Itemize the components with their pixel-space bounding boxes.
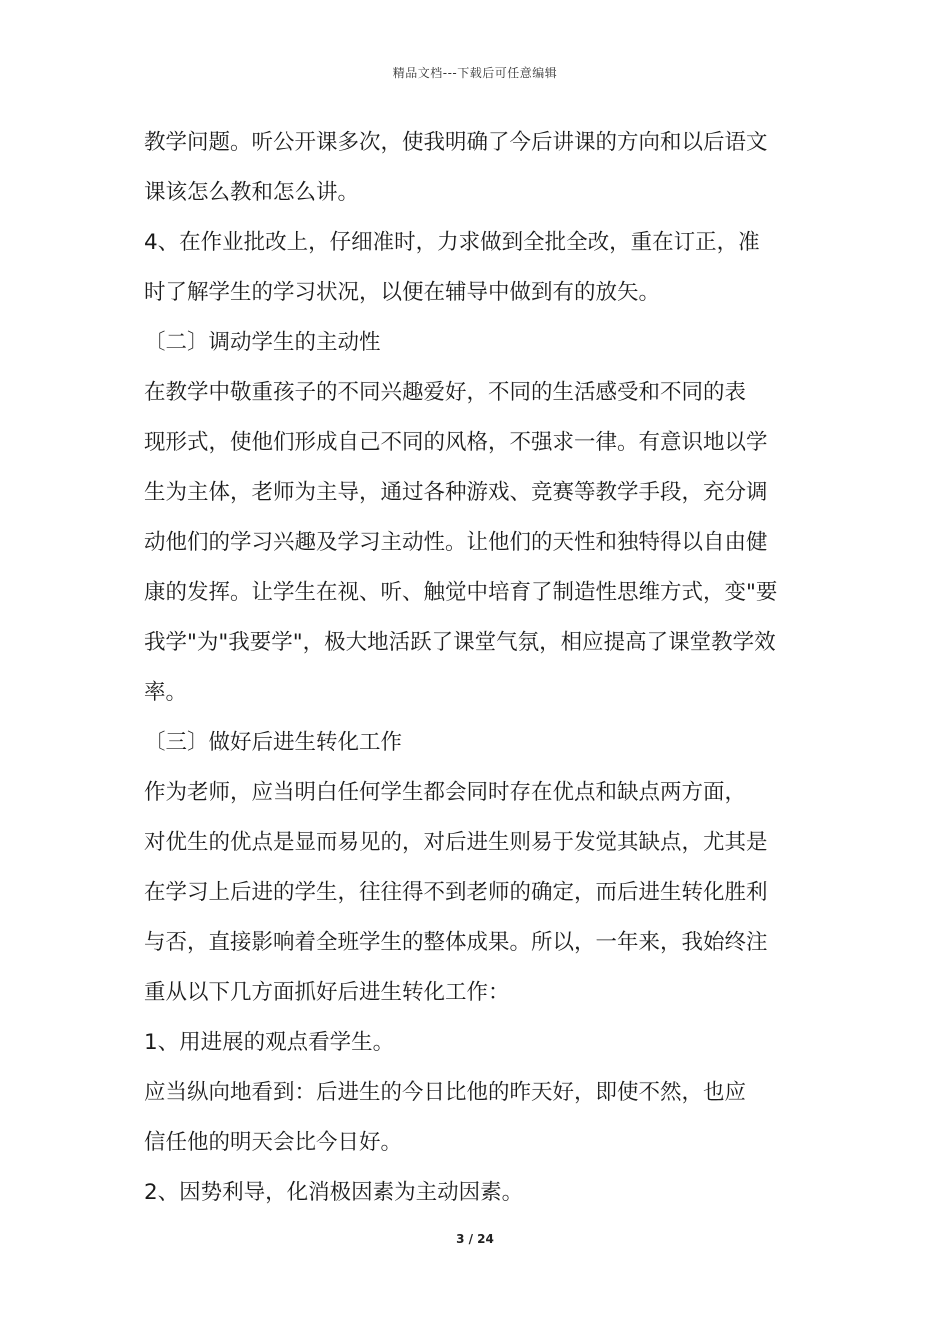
text-line: 在教学中敬重孩子的不同兴趣爱好，不同的生活感受和不同的表 [144,380,747,405]
paragraph-4 [144,778,809,1008]
text-line: 4、在作业批改上，仔细准时，力求做到全批全改，重在订正，准 [144,230,760,255]
page-header: 精品文档---下载后可任意编辑 [392,66,558,80]
section-heading-3 [144,728,809,758]
list-item-1 [144,1028,809,1058]
text-line: 动他们的学习兴趣及学习主动性。让他们的天性和独特得以自由健 [144,530,768,555]
text-line: 与否，直接影响着全班学生的整体成果。所以，一年来，我始终注 [144,930,768,955]
text-line: 在学习上后进的学生，往往得不到老师的确定，而后进生转化胜利 [144,880,768,905]
paragraph-3 [144,378,809,708]
section-heading-2 [144,328,809,358]
text-line: 教学问题。听公开课多次，使我明确了今后讲课的方向和以后语文 [144,130,768,155]
paragraph-5 [144,1078,809,1158]
text-line: 2、因势利导，化消极因素为主动因素。 [144,1180,524,1205]
text-line: 课该怎么教和怎么讲。 [144,180,360,205]
heading-line: 〔三〕做好后进生转化工作 [144,730,403,755]
text-line: 生为主体，老师为主导，通过各种游戏、竞赛等教学手段，充分调 [144,480,768,505]
text-line: 信任他的明天会比今日好。 [144,1130,403,1155]
paragraph-2 [144,228,809,308]
text-line: 现形式，使他们形成自己不同的风格，不强求一律。有意识地以学 [144,430,768,455]
text-line: 康的发挥。让学生在视、听、触觉中培育了制造性思维方式，变"要 [144,580,778,605]
text-line: 我学"为"我要学"，极大地活跃了课堂气氛，相应提高了课堂教学效 [144,630,776,655]
document-body [144,128,809,1208]
text-line: 率。 [144,680,188,705]
text-line: 作为老师，应当明白任何学生都会同时存在优点和缺点两方面， [144,780,747,805]
paragraph-1 [144,128,809,208]
text-line: 应当纵向地看到：后进生的今日比他的昨天好，即使不然，也应 [144,1080,747,1105]
text-line: 重从以下几方面抓好后进生转化工作： [144,980,510,1005]
text-line: 对优生的优点是显而易见的，对后进生则易于发觉其缺点，尤其是 [144,830,768,855]
page-number: 3 / 24 [456,1232,494,1246]
text-line: 1、用进展的观点看学生。 [144,1030,395,1055]
heading-line: 〔二〕调动学生的主动性 [144,330,381,355]
list-item-2 [144,1178,809,1208]
text-line: 时了解学生的学习状况，以便在辅导中做到有的放矢。 [144,280,661,305]
